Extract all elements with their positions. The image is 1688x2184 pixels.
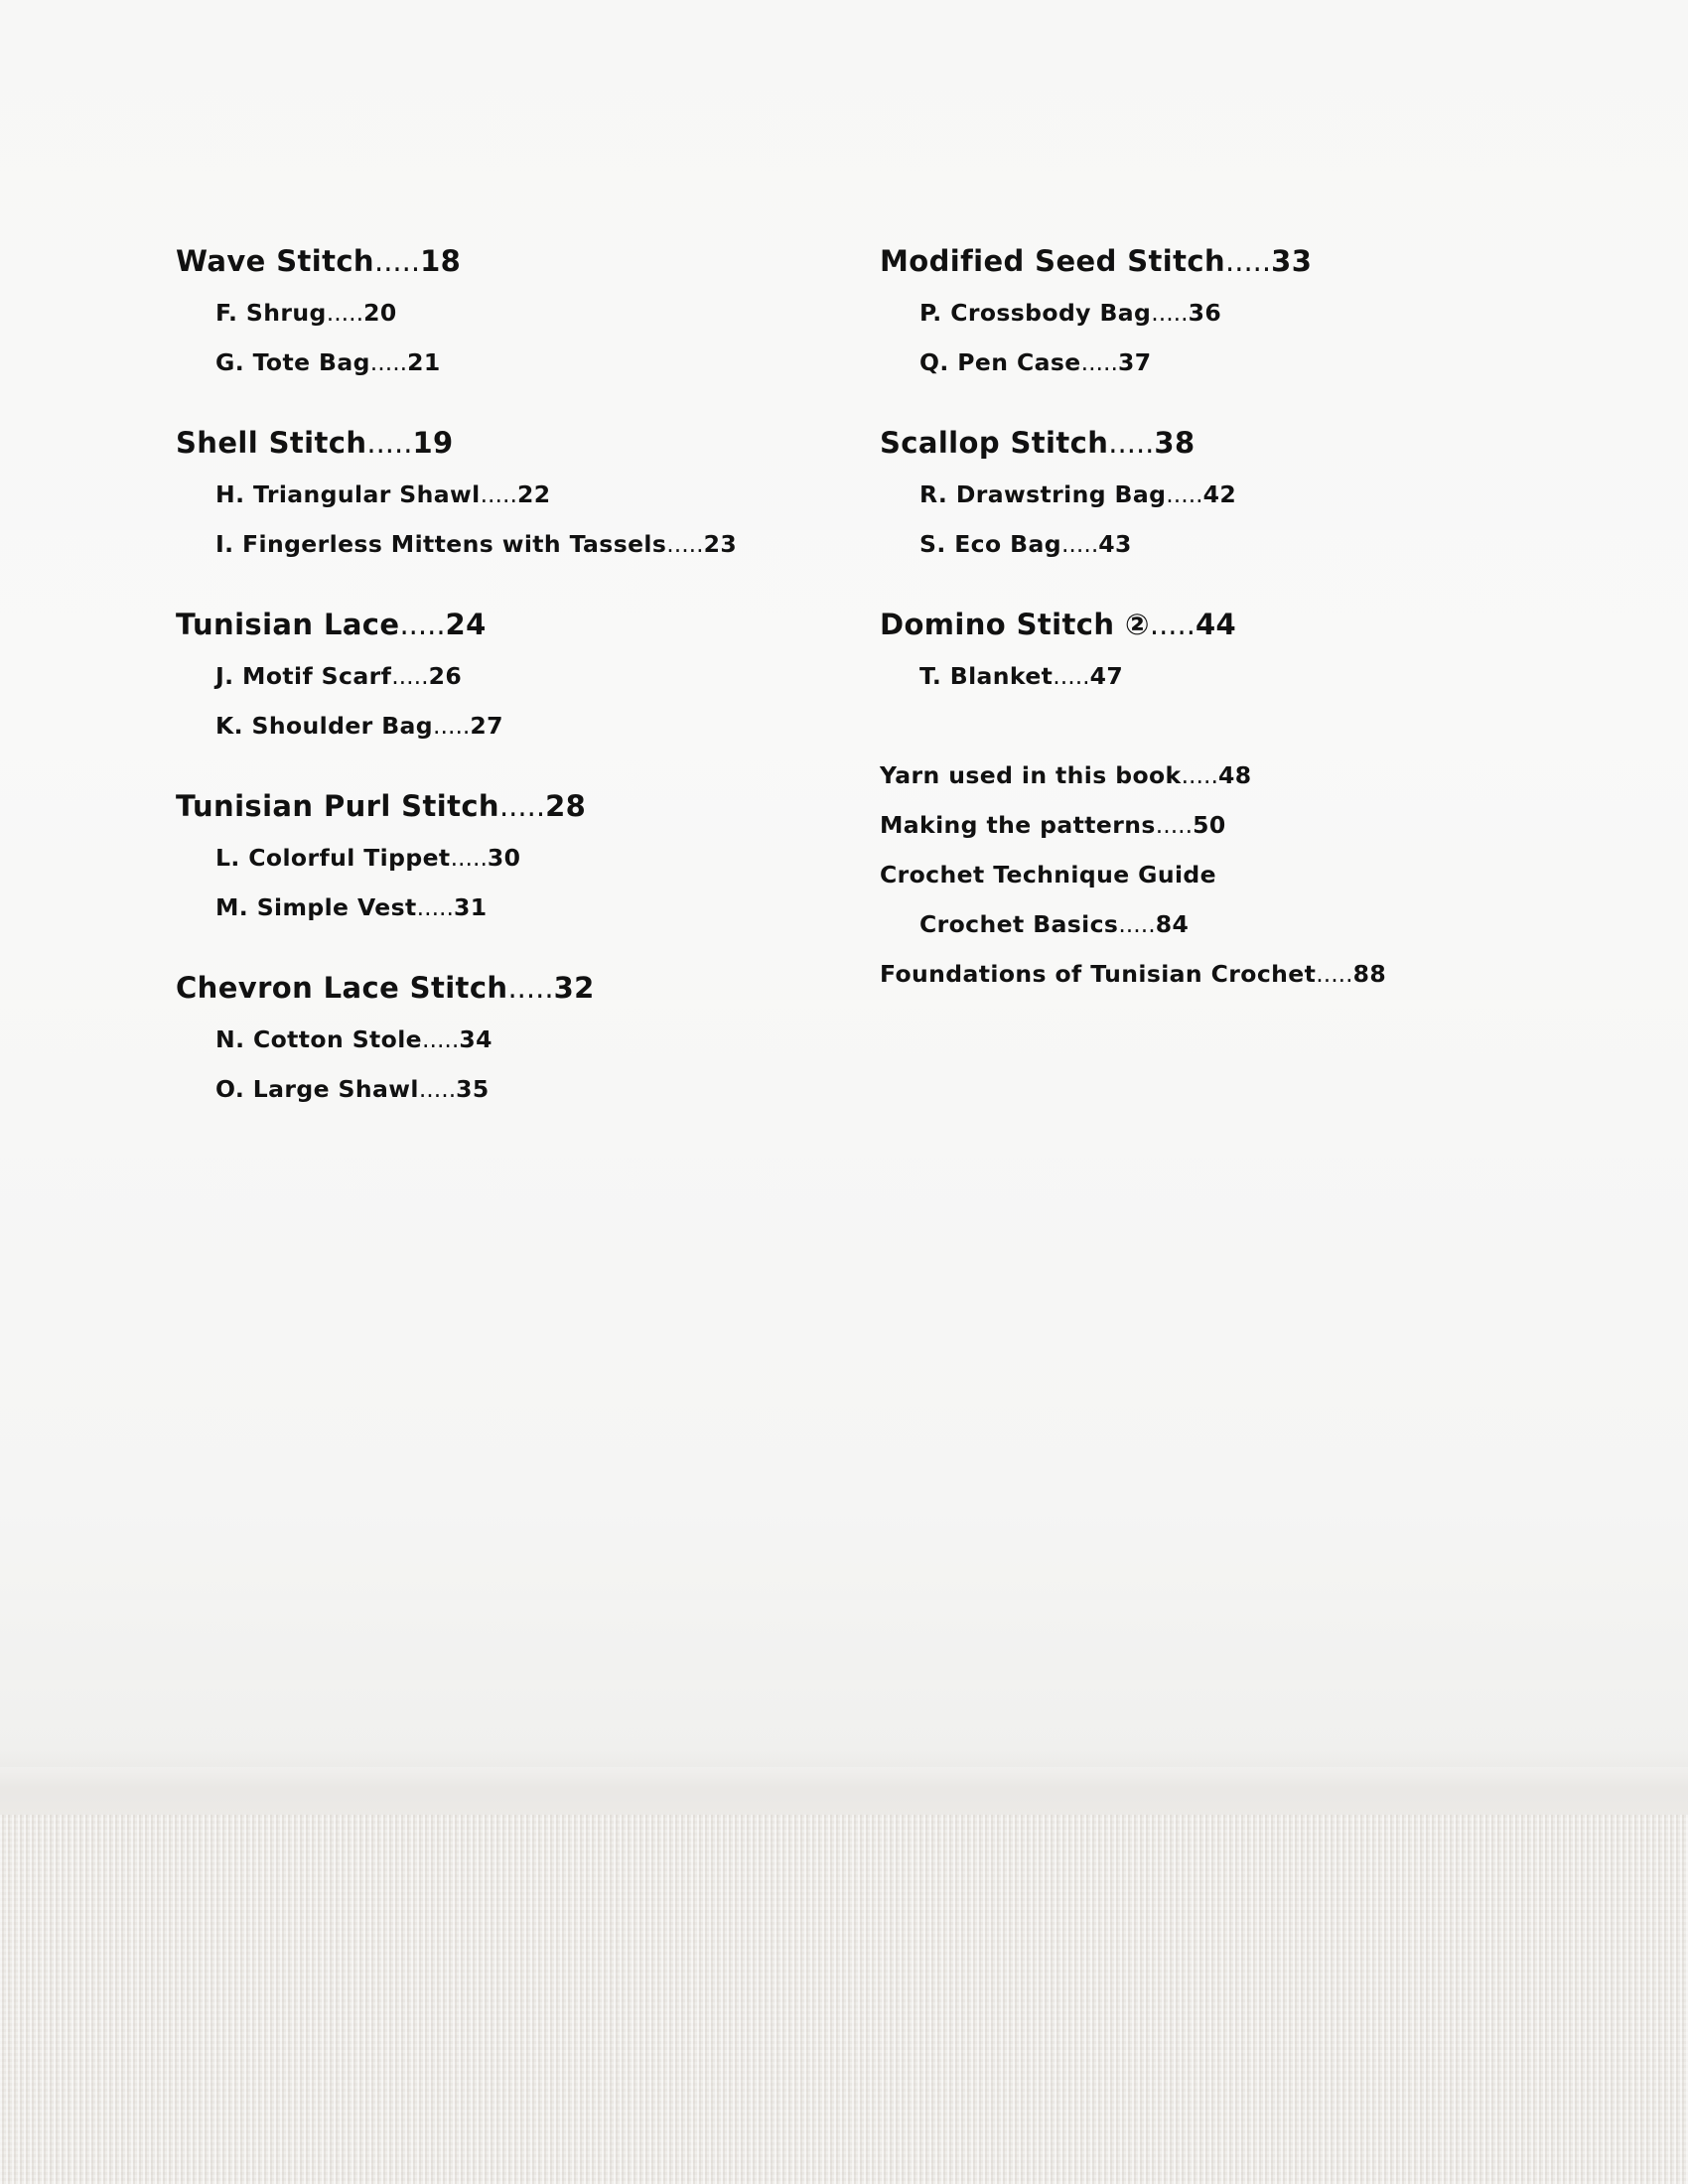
toc-page: 27	[470, 712, 503, 740]
toc-leader: .....	[433, 712, 471, 740]
toc-leader: .....	[1225, 244, 1272, 278]
toc-item-pen-case[interactable]	[919, 348, 1151, 376]
toc-title: Yarn used in this book	[880, 761, 1182, 789]
toc-title: H. Triangular Shawl	[215, 480, 481, 508]
toc-leader: .....	[422, 1025, 460, 1053]
toc-section-modified-seed-stitch[interactable]	[880, 244, 1312, 278]
toc-page: 26	[428, 662, 463, 690]
toc-section-scallop-stitch[interactable]	[880, 426, 1196, 460]
toc-leader: .....	[418, 1075, 457, 1103]
toc-title: P. Crossbody Bag	[919, 299, 1152, 327]
toc-page: 50	[1193, 811, 1226, 839]
toc-title: Domino Stitch ②	[880, 608, 1150, 641]
toc-item-blanket[interactable]	[919, 662, 1123, 690]
toc-item-eco-bag[interactable]	[919, 530, 1132, 558]
toc-leader: .....	[1108, 426, 1155, 460]
toc-title: J. Motif Scarf	[215, 662, 392, 690]
toc-title: K. Shoulder Bag	[215, 712, 434, 740]
toc-page: 31	[453, 893, 488, 921]
toc-title: Shell Stitch	[176, 426, 367, 460]
toc-page: 30	[487, 844, 521, 872]
toc-item-large-shawl[interactable]	[215, 1075, 490, 1103]
toc-title: Tunisian Lace	[176, 608, 400, 641]
toc-title: Crochet Technique Guide	[880, 861, 1216, 888]
toc-title: Tunisian Purl Stitch	[176, 789, 499, 823]
toc-title: N. Cotton Stole	[215, 1025, 422, 1053]
toc-item-shoulder-bag[interactable]	[215, 712, 503, 740]
toc-item-foundations-tunisian[interactable]	[880, 960, 1386, 988]
toc-page: 42	[1202, 480, 1237, 508]
toc-title: Scallop Stitch	[880, 426, 1109, 460]
toc-leader: .....	[391, 662, 429, 690]
toc-title: F. Shrug	[215, 299, 327, 327]
toc-title: O. Large Shawl	[215, 1075, 419, 1103]
toc-section-wave-stitch[interactable]	[176, 244, 461, 278]
toc-title: Making the patterns	[880, 811, 1156, 839]
toc-title: Foundations of Tunisian Crochet	[880, 960, 1317, 988]
toc-title: M. Simple Vest	[215, 893, 417, 921]
toc-item-simple-vest[interactable]	[215, 893, 488, 921]
toc-item-colorful-tippet[interactable]	[215, 844, 520, 872]
toc-item-fingerless-mittens[interactable]	[215, 530, 737, 558]
toc-item-cotton-stole[interactable]	[215, 1025, 492, 1053]
toc-page: 32	[553, 971, 595, 1005]
toc-page: 43	[1098, 530, 1132, 558]
toc-page: 22	[516, 480, 551, 508]
toc-title: S. Eco Bag	[919, 530, 1061, 558]
toc-leader: .....	[1155, 811, 1194, 839]
toc-title: T. Blanket	[919, 662, 1054, 690]
toc-item-drawstring-bag[interactable]	[919, 480, 1236, 508]
toc-leader: .....	[366, 426, 413, 460]
knit-floor-texture	[0, 1815, 1688, 2184]
toc-leader: .....	[416, 893, 454, 921]
toc-item-making-patterns[interactable]	[880, 811, 1226, 839]
toc-leader: .....	[1166, 480, 1203, 508]
toc-leader: .....	[1316, 960, 1353, 988]
floor-shadow	[0, 1747, 1688, 1817]
toc-section-chevron-lace-stitch[interactable]	[176, 971, 595, 1005]
toc-leader: .....	[369, 348, 408, 376]
toc-leader: .....	[1151, 299, 1189, 327]
toc-leader: .....	[1060, 530, 1099, 558]
toc-leader: .....	[1053, 662, 1090, 690]
toc-title: Q. Pen Case	[919, 348, 1081, 376]
toc-item-triangular-shawl[interactable]	[215, 480, 550, 508]
toc-title: Chevron Lace Stitch	[176, 971, 508, 1005]
toc-item-shrug[interactable]	[215, 299, 397, 327]
toc-leader: .....	[498, 789, 546, 823]
toc-page: 37	[1117, 348, 1152, 376]
toc-leader: .....	[480, 480, 517, 508]
toc-title: Wave Stitch	[176, 244, 374, 278]
toc-leader: .....	[1149, 608, 1196, 641]
toc-page: 28	[545, 789, 587, 823]
toc-page: 20	[363, 299, 397, 327]
toc-title: R. Drawstring Bag	[919, 480, 1167, 508]
toc-page: 19	[412, 426, 454, 460]
toc-title: G. Tote Bag	[215, 348, 370, 376]
toc-leader: .....	[373, 244, 421, 278]
toc-section-tunisian-purl-stitch[interactable]	[176, 789, 586, 823]
toc-title: L. Colorful Tippet	[215, 844, 451, 872]
toc-item-crochet-basics[interactable]	[919, 910, 1189, 938]
toc-item-yarn-used[interactable]	[880, 761, 1251, 789]
toc-page: 47	[1089, 662, 1124, 690]
toc-page: 88	[1352, 960, 1387, 988]
toc-leader: .....	[507, 971, 554, 1005]
toc-title: Crochet Basics	[919, 910, 1119, 938]
toc-page: 84	[1155, 910, 1190, 938]
toc-section-shell-stitch[interactable]	[176, 426, 454, 460]
toc-page: 48	[1217, 761, 1252, 789]
toc-page: 23	[703, 530, 738, 558]
toc-page: 33	[1271, 244, 1313, 278]
toc-leader: .....	[326, 299, 364, 327]
toc-item-tote-bag[interactable]	[215, 348, 441, 376]
toc-title: I. Fingerless Mittens with Tassels	[215, 530, 667, 558]
toc-item-motif-scarf[interactable]	[215, 662, 462, 690]
toc-title: Modified Seed Stitch	[880, 244, 1226, 278]
toc-page: 18	[420, 244, 462, 278]
toc-section-domino-stitch[interactable]	[880, 608, 1236, 641]
toc-leader: .....	[1080, 348, 1118, 376]
toc-page: 35	[456, 1075, 490, 1103]
toc-page: 34	[459, 1025, 492, 1053]
toc-page: 36	[1188, 299, 1222, 327]
toc-page: 21	[407, 348, 441, 376]
toc-section-tunisian-lace[interactable]	[176, 608, 487, 641]
toc-leader: .....	[1118, 910, 1156, 938]
toc-page: 24	[445, 608, 487, 641]
toc-page: 38	[1154, 426, 1196, 460]
toc-item-crossbody-bag[interactable]	[919, 299, 1221, 327]
toc-leader: .....	[1181, 761, 1218, 789]
toc-item-crochet-technique-guide[interactable]	[880, 861, 1216, 888]
toc-leader: .....	[399, 608, 446, 641]
toc-leader: .....	[666, 530, 704, 558]
toc-leader: .....	[450, 844, 488, 872]
toc-page: 44	[1195, 608, 1237, 641]
